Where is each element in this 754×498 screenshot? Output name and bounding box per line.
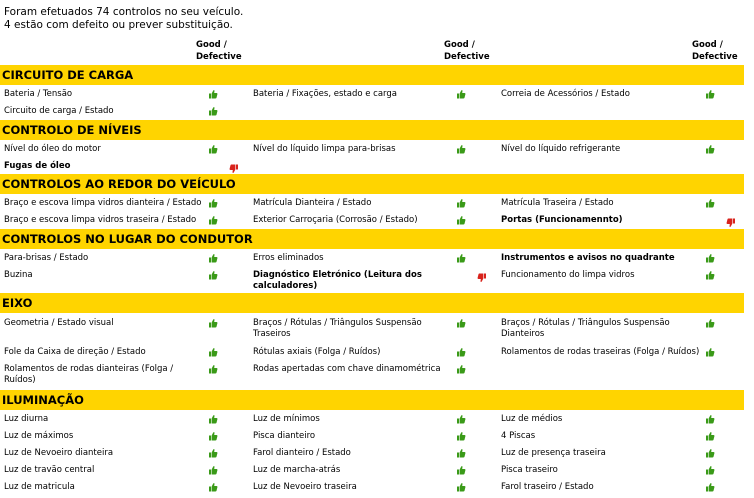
thumbs-up-icon	[705, 465, 715, 475]
check-item-label: Luz de máximos	[4, 431, 74, 441]
check-item-label: Erros eliminados	[253, 253, 324, 263]
thumbs-up-icon	[208, 215, 218, 225]
thumbs-up-icon	[456, 318, 466, 328]
check-item-label: Portas (Funcionamennto)	[501, 215, 623, 225]
thumbs-up-icon	[208, 347, 218, 357]
check-item-label: Farol traseiro / Estado	[501, 482, 594, 492]
check-item-label: Rolamentos de rodas dianteiras (Folga / Ruídos)	[4, 364, 174, 385]
intro-summary	[4, 6, 243, 32]
check-item-label: Circuito de carga / Estado	[4, 106, 114, 116]
section-header: CONTROLOS NO LUGAR DO CONDUTOR	[0, 229, 744, 249]
thumbs-up-icon	[705, 144, 715, 154]
intro-line-1: Foram efetuados 74 controlos no seu veículo.	[4, 6, 244, 18]
thumbs-up-icon	[208, 448, 218, 458]
check-item-label: Diagnóstico Eletrónico (Leitura dos calculadores)	[253, 270, 422, 291]
thumbs-up-icon	[456, 198, 466, 208]
thumbs-up-icon	[705, 482, 715, 492]
thumbs-up-icon	[456, 253, 466, 263]
column-header-line-2: Defective	[692, 52, 738, 62]
check-item-label: Braço e escova limpa vidros traseira / Estado	[4, 215, 197, 225]
thumbs-down-icon	[477, 273, 487, 283]
thumbs-up-icon	[705, 347, 715, 357]
check-item-label: Luz de matricula	[4, 482, 75, 492]
thumbs-up-icon	[456, 431, 466, 441]
thumbs-up-icon	[705, 89, 715, 99]
thumbs-up-icon	[705, 431, 715, 441]
check-item-label: Braço e escova limpa vidros dianteira / Estado	[4, 198, 202, 208]
check-item-label: 4 Piscas	[501, 431, 536, 441]
check-item-label: Exterior Carroçaria (Corrosão / Estado)	[253, 215, 418, 225]
thumbs-up-icon	[456, 89, 466, 99]
check-item-label: Matrícula Dianteira / Estado	[253, 198, 372, 208]
check-item-label: Nível do líquido refrigerante	[501, 144, 621, 154]
column-header-good-defective	[692, 39, 752, 63]
check-item-label: Buzina	[4, 270, 33, 280]
check-item-label: Correia de Acessórios / Estado	[501, 89, 630, 99]
check-item-label: Pisca dianteiro	[253, 431, 316, 441]
check-item-label: Luz de Nevoeiro dianteira	[4, 448, 114, 458]
thumbs-down-icon	[726, 218, 736, 228]
thumbs-up-icon	[456, 144, 466, 154]
check-item-label: Fole da Caixa de direção / Estado	[4, 347, 146, 357]
thumbs-up-icon	[208, 253, 218, 263]
check-item-label: Braços / Rótulas / Triângulos Suspensão Dianteiros	[501, 318, 670, 339]
thumbs-up-icon	[208, 144, 218, 154]
thumbs-up-icon	[705, 270, 715, 280]
thumbs-down-icon	[229, 164, 239, 174]
column-header-good-defective	[196, 39, 256, 63]
check-item-label: Geometria / Estado visual	[4, 318, 114, 328]
thumbs-up-icon	[208, 482, 218, 492]
check-item-label: Bateria / Fixações, estado e carga	[253, 89, 398, 99]
check-item-label: Luz de Nevoeiro traseira	[253, 482, 357, 492]
check-item-label: Rolamentos de rodas traseiras (Folga / Ruídos)	[501, 347, 700, 357]
column-header-line-2: Defective	[444, 52, 490, 62]
intro-line-2: 4 estão com defeito ou prever substituição.	[4, 19, 233, 31]
thumbs-up-icon	[456, 414, 466, 424]
thumbs-up-icon	[208, 198, 218, 208]
thumbs-up-icon	[456, 364, 466, 374]
thumbs-up-icon	[208, 318, 218, 328]
column-header-line-2: Defective	[196, 52, 242, 62]
section-header: CONTROLO DE NÍVEIS	[0, 120, 744, 140]
check-item-label: Luz de mínimos	[253, 414, 320, 424]
thumbs-up-icon	[208, 364, 218, 374]
thumbs-up-icon	[456, 347, 466, 357]
thumbs-up-icon	[456, 448, 466, 458]
check-item-label: Rótulas axiais (Folga / Ruídos)	[253, 347, 381, 357]
check-item-label: Luz de marcha-atrás	[253, 465, 341, 475]
thumbs-up-icon	[208, 106, 218, 116]
check-item-label: Instrumentos e avisos no quadrante	[501, 253, 675, 263]
thumbs-up-icon	[705, 414, 715, 424]
thumbs-up-icon	[456, 482, 466, 492]
thumbs-up-icon	[456, 465, 466, 475]
thumbs-up-icon	[705, 318, 715, 328]
section-header: CONTROLOS AO REDOR DO VEÍCULO	[0, 174, 744, 194]
section-header: EIXO	[0, 293, 744, 313]
check-item-label: Rodas apertadas com chave dinamométrica	[253, 364, 441, 374]
column-header-line-1: Good /	[196, 40, 227, 50]
column-header-line-1: Good /	[692, 40, 723, 50]
check-item-label: Matrícula Traseira / Estado	[501, 198, 614, 208]
thumbs-up-icon	[208, 465, 218, 475]
check-item-label: Farol dianteiro / Estado	[253, 448, 351, 458]
section-header: ILUMINAÇÃO	[0, 390, 744, 410]
check-item-label: Bateria / Tensão	[4, 89, 73, 99]
check-item-label: Para-brisas / Estado	[4, 253, 89, 263]
check-item-label: Braços / Rótulas / Triângulos Suspensão Traseiros	[253, 318, 422, 339]
check-item-label: Luz de médios	[501, 414, 563, 424]
thumbs-up-icon	[456, 215, 466, 225]
thumbs-up-icon	[705, 253, 715, 263]
check-item-label: Nível do óleo do motor	[4, 144, 101, 154]
check-item-label: Pisca traseiro	[501, 465, 558, 475]
check-item-label: Funcionamento do limpa vidros	[501, 270, 635, 280]
check-item-label: Fugas de óleo	[4, 161, 71, 171]
check-item-label: Luz de travão central	[4, 465, 95, 475]
thumbs-up-icon	[705, 448, 715, 458]
thumbs-up-icon	[208, 414, 218, 424]
check-item-label: Nível do líquido limpa para-brisas	[253, 144, 396, 154]
column-header-line-1: Good /	[444, 40, 475, 50]
thumbs-up-icon	[208, 270, 218, 280]
column-header-good-defective	[444, 39, 504, 63]
thumbs-up-icon	[208, 89, 218, 99]
thumbs-up-icon	[705, 198, 715, 208]
check-item-label: Luz diurna	[4, 414, 49, 424]
section-header: CIRCUITO DE CARGA	[0, 65, 744, 85]
thumbs-up-icon	[208, 431, 218, 441]
check-item-label: Luz de presença traseira	[501, 448, 606, 458]
